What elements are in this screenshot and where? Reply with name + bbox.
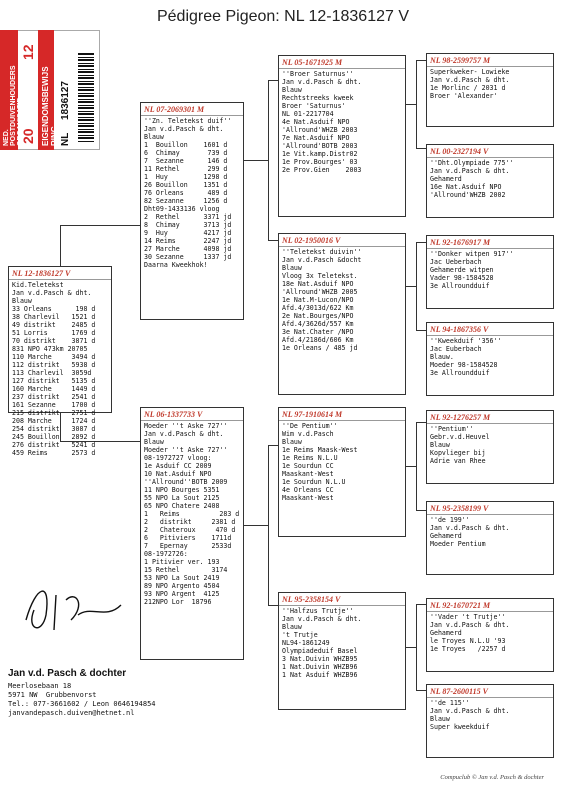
pedigree-line: 1e Vit.kamp.Distr02 <box>282 150 358 158</box>
label-type: EIGENDOMSBEWIJS RING <box>41 66 59 146</box>
pedigree-line: Maaskant-West <box>282 470 334 478</box>
owner-info <box>8 668 268 718</box>
pedigree-line: Gehamerd <box>430 629 462 637</box>
pedigree-line: 237 distrikt 2541 d <box>12 393 96 401</box>
pigeon-card-dss <box>426 410 554 484</box>
pedigree-line: Jan v.d.Pasch & dht. <box>430 707 510 715</box>
pedigree-line: NL 01-2217704 <box>282 110 334 118</box>
pedigree-line: 82 Sezanne 1256 d <box>144 197 228 205</box>
pedigree-line: 3 Nat.Duivin WHZB95 <box>282 655 358 663</box>
ring-number: NL 05-1671925 M <box>279 56 405 69</box>
pedigree-line: Gehamerd <box>430 532 462 540</box>
pedigree-line: 65 NPO Chatere 2408 <box>144 502 220 510</box>
label-year: 12 <box>20 44 36 60</box>
pedigree-line: 53 NPO La Sout 2419 <box>144 574 220 582</box>
pedigree-line: 55 NPO La Sout 2125 <box>144 494 220 502</box>
pedigree-line: Blauw. <box>430 353 454 361</box>
pedigree-line: Jac Ueberbach <box>430 258 482 266</box>
pedigree-line: Gehamerde witpen <box>430 266 494 274</box>
page-title: Pédigree Pigeon: NL 12-1836127 V <box>156 8 410 25</box>
pedigree-line: 208 Marche 1724 d <box>12 417 96 425</box>
pedigree-line: 110 Marche 3494 d <box>12 353 96 361</box>
pedigree-line: 1 Reims 283 d <box>144 510 240 518</box>
pedigree-line: 1 Nat Asduif WHZB96 <box>282 671 358 679</box>
pedigree-line: Vader 98-1584528 <box>430 274 494 282</box>
ring-number: NL 92-1676917 M <box>427 236 553 249</box>
pedigree-line: 7e Nat.Asduif NPO <box>282 134 350 142</box>
pedigree-line: 51 Lorris 1769 d <box>12 329 96 337</box>
pedigree-line: 7 Epernay 2533d <box>144 542 232 550</box>
ring-number: NL 92-1670721 M <box>427 599 553 612</box>
pedigree-line: 9 Huy 4217 jd <box>144 229 232 237</box>
pigeon-card-sire-sire <box>278 55 406 217</box>
pedigree-line: ''Kweekduif '356'' <box>430 337 502 345</box>
pedigree-line: ''Allround''BOTB 2009 <box>144 478 228 486</box>
pedigree-line: 112 distrikt 5938 d <box>12 361 96 369</box>
pedigree-line: 3e Nat.Chater /NPO <box>282 328 354 336</box>
pedigree-line: Blauw <box>144 438 164 446</box>
owner-email: janvandepasch.duiven@hetnet.nl <box>8 709 135 717</box>
pedigree-line: 1e Orleans / 485 jd <box>282 344 358 352</box>
pedigree-line: Blauw <box>430 715 450 723</box>
pedigree-line: ''Vader 't Trutje'' <box>430 613 506 621</box>
pedigree-line: 2 Chateroux 470 d <box>144 526 236 534</box>
pedigree-line: Blauw <box>12 297 32 305</box>
pedigree-line: 'Allround'WHZB 2002 <box>430 191 506 199</box>
pedigree-line: 6 Chimay 739 d <box>144 149 228 157</box>
signature <box>16 575 126 645</box>
pedigree-line: Daarna Kweekhok! <box>144 261 208 269</box>
pedigree-line: Jan v.d.Pasch & dht. <box>430 167 510 175</box>
pedigree-line: Jan v.d.Pasch & dht. <box>430 524 510 532</box>
pedigree-line: 16e Nat.Asduif NPO <box>430 183 502 191</box>
pedigree-line: Superkweker- Lowieke <box>430 68 510 76</box>
pedigree-line: ''De Pentium'' <box>282 422 338 430</box>
pigeon-card-dds <box>426 598 554 672</box>
pedigree-line: ''Dht.Olympiade 775'' <box>430 159 514 167</box>
ring-number: NL 00-2327194 V <box>427 145 553 158</box>
pedigree-line: 18e Nat.Asduif NPO <box>282 280 354 288</box>
pedigree-line: 'Allround'WHZB 2003 <box>282 126 358 134</box>
pedigree-line: NL94-1861249 <box>282 639 330 647</box>
pedigree-line: 1e Reims N.L.U <box>282 454 338 462</box>
pigeon-card-ddd <box>426 684 554 758</box>
pedigree-line: 245 Bouillon 2892 d <box>12 433 96 441</box>
pigeon-card-subject <box>8 266 112 457</box>
pedigree-line: Moeder Pentium <box>430 540 486 548</box>
pedigree-line: Blauw <box>282 623 302 631</box>
ring-number: NL 07-2069301 M <box>141 103 243 116</box>
pigeon-card-sds <box>426 235 554 309</box>
pedigree-line: 1 Pitivier ver. 193 <box>144 558 220 566</box>
pedigree-line: 38 Charlevil 1521 d <box>12 313 96 321</box>
pedigree-line: 49 distrikt 2485 d <box>12 321 96 329</box>
pedigree-line: 1e Sourdun N.L.U <box>282 478 346 486</box>
pedigree-line: ''Broer Saturnus'' <box>282 70 354 78</box>
pedigree-line: ''Halfzus Trutje'' <box>282 607 354 615</box>
ring-number: NL 95-2358199 V <box>427 502 553 515</box>
pedigree-line: Blauw <box>144 133 164 141</box>
pedigree-line: 3e Allroundduif <box>430 369 490 377</box>
pedigree-line: Maaskant-West <box>282 494 334 502</box>
pigeon-card-ssd <box>426 144 554 218</box>
pedigree-line: Jan v.d.Pasch & dht. <box>12 289 92 297</box>
pedigree-line: 1 Bouillon 1601 d <box>144 141 228 149</box>
label-country: NL <box>60 132 71 146</box>
pedigree-line: Jac Euberbach <box>430 345 482 353</box>
pedigree-line: 1 Huy 1298 d <box>144 173 228 181</box>
pedigree-line: Moeder ''t Aske 727'' <box>144 422 228 430</box>
pedigree-line: 215 distrikt 2751 d <box>12 409 96 417</box>
pedigree-line: Kopvlieger bij <box>430 449 486 457</box>
pedigree-line: 254 distrikt 3087 d <box>12 425 96 433</box>
pedigree-line: Gehamerd <box>430 175 462 183</box>
pedigree-line: 4e Nat.Asduif NPO <box>282 118 350 126</box>
pedigree-line: Blauw <box>430 441 450 449</box>
pedigree-line: 15 Rethel 3174 <box>144 566 228 574</box>
pedigree-line: 26 Bouillon 1351 d <box>144 181 228 189</box>
pedigree-line: Wim v.d.Pasch <box>282 430 334 438</box>
pedigree-line: 14 Reims 2247 jd <box>144 237 232 245</box>
pedigree-line: 459 Reims 2573 d <box>12 449 96 457</box>
pigeon-card-sire-dam <box>278 233 406 395</box>
pedigree-line: Jan v.d.Pasch & dht. <box>430 621 510 629</box>
pigeon-card-sire <box>140 102 244 320</box>
pedigree-line: 6 Pitiviers 1711d <box>144 534 232 542</box>
pedigree-line: ''Teletekst duivin'' <box>282 248 362 256</box>
pedigree-line: Jan v.d.Pasch & dht. <box>430 76 510 84</box>
pedigree-line: Blauw <box>282 264 302 272</box>
owner-address: Meerlosebaan 18 <box>8 682 72 690</box>
pedigree-line: 1e Nat.M-Lucon/NPO <box>282 296 354 304</box>
pedigree-line: 3e Allroundduif <box>430 282 490 290</box>
barcode-icon <box>78 52 94 142</box>
pedigree-line: 113 Charlevil 3059d <box>12 369 92 377</box>
pedigree-line: 7 Sezanne 146 d <box>144 157 228 165</box>
pedigree-line: 10 Nat.Asduif NPO <box>144 470 212 478</box>
pedigree-line: 33 Orleans 198 d <box>12 305 96 313</box>
pedigree-line: 11 Rethel 299 d <box>144 165 228 173</box>
pedigree-line: Jan v.d.Pasch &docht <box>282 256 362 264</box>
pedigree-line: ''de 199'' <box>430 516 470 524</box>
pigeon-card-dam-dam <box>278 592 406 710</box>
pedigree-line: 160 Marche 1449 d <box>12 385 96 393</box>
pedigree-line: Gebr.v.d.Heuvel <box>430 433 490 441</box>
pedigree-line: Jan v.d.Pasch & dht. <box>144 125 224 133</box>
pedigree-line: Vloog 3x Teletekst. <box>282 272 358 280</box>
pedigree-line: ''de 115'' <box>430 699 470 707</box>
pedigree-line: 127 distrikt 5135 d <box>12 377 96 385</box>
pedigree-line: 't Trutje <box>282 631 318 639</box>
pedigree-line: Super kweekduif <box>430 723 490 731</box>
ring-number: NL 92-1276257 M <box>427 411 553 424</box>
pedigree-line: Blauw <box>282 438 302 446</box>
owner-phone: Tel.: 077-3661602 / Leon 0646194854 <box>8 700 156 708</box>
pigeon-card-dam-sire <box>278 407 406 537</box>
pedigree-line: Afd.4/3013d/622 Km <box>282 304 354 312</box>
pedigree-line: Jan v.d.Pasch & dht. <box>282 78 362 86</box>
ring-number: NL 98-2599757 M <box>427 54 553 67</box>
pedigree-line: 93 NPO Argent 4125 <box>144 590 220 598</box>
pedigree-line: le Troyes N.L.U '93 <box>430 637 506 645</box>
pedigree-line: Broer 'Alexander' <box>430 92 498 100</box>
pedigree-line: 08-1972727 vloog: <box>144 454 212 462</box>
pedigree-line: Moeder 98-1584528 <box>430 361 498 369</box>
ring-number: NL 94-1867356 V <box>427 323 553 336</box>
pedigree-line: ''Pentium'' <box>430 425 474 433</box>
owner-city: 5971 NW Grubbenvorst <box>8 691 97 699</box>
pedigree-line: Afd.4/2186d/606 Km <box>282 336 354 344</box>
pedigree-line: 2e Prov.Gien 2003 <box>282 166 362 174</box>
pedigree-line: Dht09-1433136 vloog <box>144 205 220 213</box>
label-org: NED. POSTDUIVENHOUDERS ORGANISATIE <box>3 65 24 146</box>
pedigree-line: Jan v.d.Pasch & dht. <box>282 615 362 623</box>
pedigree-line: 1e Reims Maask-West <box>282 446 358 454</box>
pedigree-line: Blauw <box>282 86 302 94</box>
pedigree-line: 1e Troyes /2257 d <box>430 645 506 653</box>
pigeon-card-dsd <box>426 501 554 575</box>
pedigree-line: 161 Sezanne 1700 d <box>12 401 96 409</box>
pedigree-line: 27 Marche 4098 jd <box>144 245 232 253</box>
pedigree-line: 1e Asduif CC 2009 <box>144 462 212 470</box>
pedigree-line: 70 distrikt 3871 d <box>12 337 96 345</box>
pedigree-line: 1e Morlinc / 2031 d <box>430 84 506 92</box>
pedigree-line: 'Allround'BOTB 2003 <box>282 142 358 150</box>
pedigree-line: 831 NPO 473km 20705 <box>12 345 88 353</box>
pedigree-line: Afd.4/3626d/557 Km <box>282 320 354 328</box>
ring-number: NL 95-2358154 V <box>279 593 405 606</box>
owner-name: Jan v.d. Pasch & dochter <box>8 668 127 679</box>
pedigree-line: ''Donker witpen 917'' <box>430 250 514 258</box>
pedigree-line: Kid.Teletekst <box>12 281 64 289</box>
pedigree-line: Jan v.d.Pasch & dht. <box>144 430 224 438</box>
label-ring: 1836127 <box>60 81 71 120</box>
pedigree-line: 11 NPO Bourges 5351 <box>144 486 220 494</box>
pedigree-line: 2e Nat.Bourges/NPO <box>282 312 354 320</box>
pedigree-line: 4e Orleans CC <box>282 486 334 494</box>
ring-number: NL 97-1910614 M <box>279 408 405 421</box>
pedigree-line: 30 Sezanne 1337 jd <box>144 253 232 261</box>
pedigree-line: 76 Orleans 489 d <box>144 189 228 197</box>
pedigree-line: 1e Sourdun CC <box>282 462 334 470</box>
ring-number: NL 87-2600115 V <box>427 685 553 698</box>
pedigree-line: 1 Nat.Duivin WHZB96 <box>282 663 358 671</box>
pigeon-card-sdd <box>426 322 554 396</box>
label-num: 20 <box>20 128 36 144</box>
pedigree-line: Adrie van Rhee <box>430 457 486 465</box>
footer-credit: Compuclub © Jan v.d. Pasch & dochter <box>440 774 544 781</box>
pedigree-line: Moeder ''t Aske 727'' <box>144 446 228 454</box>
pedigree-line: 89 NPO Argento 4504 <box>144 582 220 590</box>
ring-number: NL 12-1836127 V <box>9 267 111 280</box>
pedigree-line: 276 distrikt 5241 d <box>12 441 96 449</box>
ring-number: NL 06-1337733 V <box>141 408 243 421</box>
pedigree-line: 2 distrikt 2381 d <box>144 518 236 526</box>
pedigree-line: ''Zn. Teletekst duif'' <box>144 117 232 125</box>
pedigree-line: 1e Prov.Bourges' 03 <box>282 158 358 166</box>
pigeon-card-dam <box>140 407 244 660</box>
ownership-label <box>0 44 120 150</box>
pedigree-line: 2 Rethel 3371 jd <box>144 213 232 221</box>
ring-number: NL 02-1950016 V <box>279 234 405 247</box>
pedigree-line: 08-1972726: <box>144 550 188 558</box>
pedigree-line: Rechtstreeks kweek <box>282 94 354 102</box>
pedigree-line: Olympiadeduif Basel <box>282 647 358 655</box>
pedigree-line: 212NPO Lor 18796 <box>144 598 212 606</box>
pedigree-line: 8 Chimay 3713 jd <box>144 221 232 229</box>
pigeon-card-sss <box>426 53 554 127</box>
pedigree-line: 'Allround'WHZB 2005 <box>282 288 358 296</box>
pedigree-line: Broer 'Saturnus' <box>282 102 346 110</box>
